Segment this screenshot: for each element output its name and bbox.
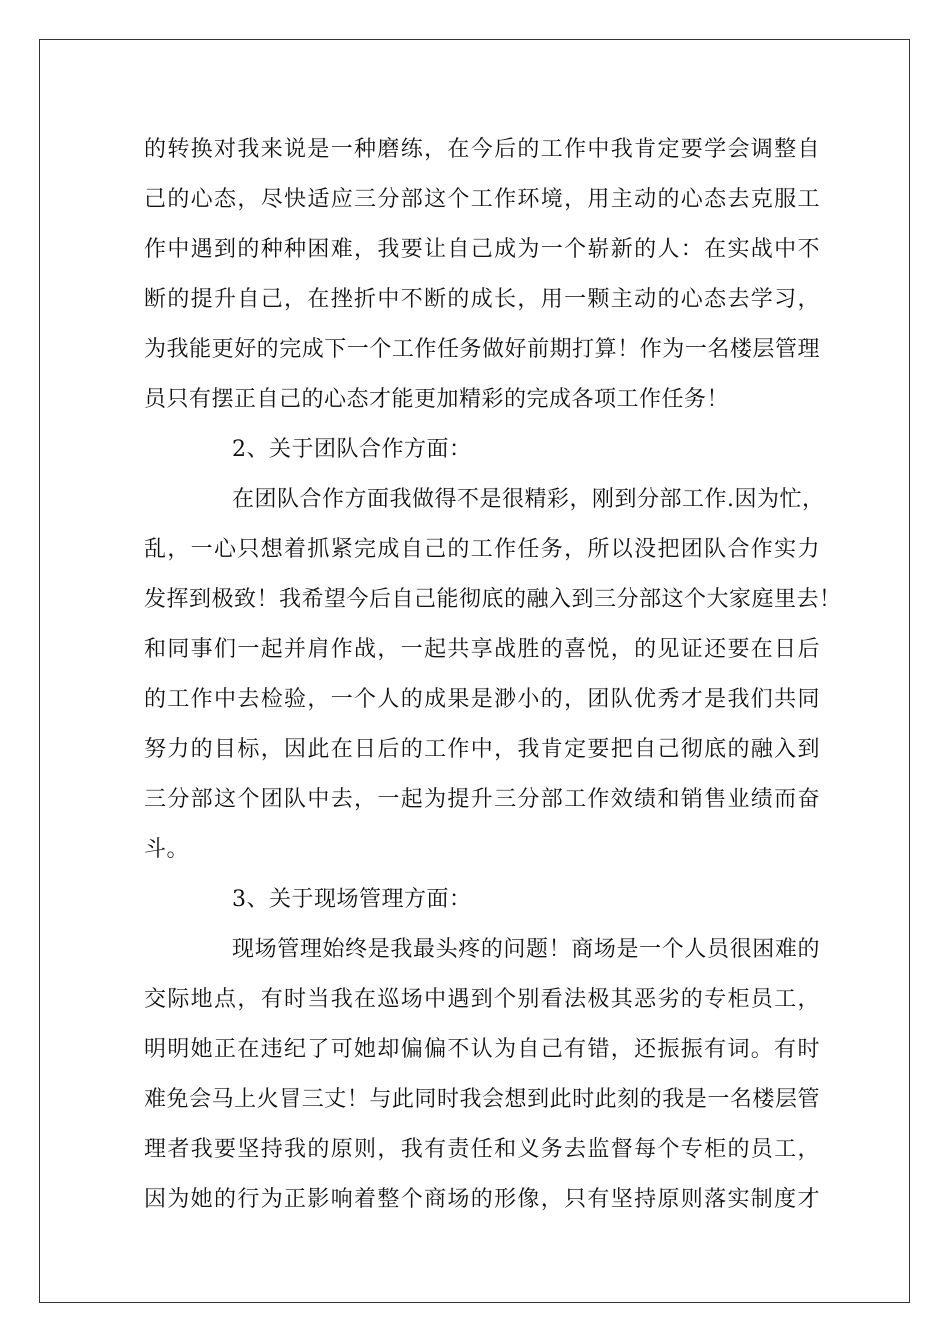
body-text-line: 理者我要坚持我的原则，我有责任和义务去监督每个专柜的员工， [144, 1137, 820, 1162]
body-text-line: 因为她的行为正影响着整个商场的形像，只有坚持原则落实制度才 [144, 1187, 820, 1212]
body-text-line: 作中遇到的种种困难，我要让自己成为一个崭新的人：在实战中不 [144, 237, 820, 262]
body-text-line: 斗。 [144, 837, 190, 862]
body-text-line: 己的心态，尽快适应三分部这个工作环境，用主动的心态去克服工 [144, 187, 820, 212]
body-text-line: 和同事们一起并肩作战，一起共享战胜的喜悦，的见证还要在日后 [144, 637, 820, 662]
body-text-line: 发挥到极致！我希望今后自己能彻底的融入到三分部这个大家庭里去！ [144, 587, 842, 612]
body-text-line: 努力的目标，因此在日后的工作中，我肯定要把自己彻底的融入到 [144, 737, 820, 762]
section-heading-team: 2、关于团队合作方面： [232, 437, 472, 462]
body-text-line: 难免会马上火冒三丈！与此同时我会想到此时此刻的我是一名楼层管 [144, 1087, 820, 1112]
body-text-line: 交际地点，有时当我在巡场中遇到个别看法极其恶劣的专柜员工， [144, 987, 820, 1012]
body-text-line: 员只有摆正自己的心态才能更加精彩的完成各项工作任务！ [144, 387, 730, 412]
section-heading-site: 3、关于现场管理方面： [232, 887, 472, 912]
paragraph-first-line: 现场管理始终是我最头疼的问题！商场是一个人员很困难的 [232, 937, 820, 962]
body-text-line: 三分部这个团队中去，一起为提升三分部工作效绩和销售业绩而奋 [144, 787, 820, 812]
body-text-line: 的工作中去检验，一个人的成果是渺小的，团队优秀才是我们共同 [144, 687, 820, 712]
body-text-line: 为我能更好的完成下一个工作任务做好前期打算！作为一名楼层管理 [144, 337, 820, 362]
body-text-line: 乱，一心只想着抓紧完成自己的工作任务，所以没把团队合作实力 [144, 537, 820, 562]
paragraph-first-line: 在团队合作方面我做得不是很精彩，刚到分部工作.因为忙， [232, 487, 825, 512]
body-text-line: 的转换对我来说是一种磨练，在今后的工作中我肯定要学会调整自 [144, 137, 820, 162]
body-text-line: 断的提升自己，在挫折中不断的成长，用一颗主动的心态去学习， [144, 287, 820, 312]
body-text-line: 明明她正在违纪了可她却偏偏不认为自己有错，还振振有词。有时 [144, 1037, 820, 1062]
